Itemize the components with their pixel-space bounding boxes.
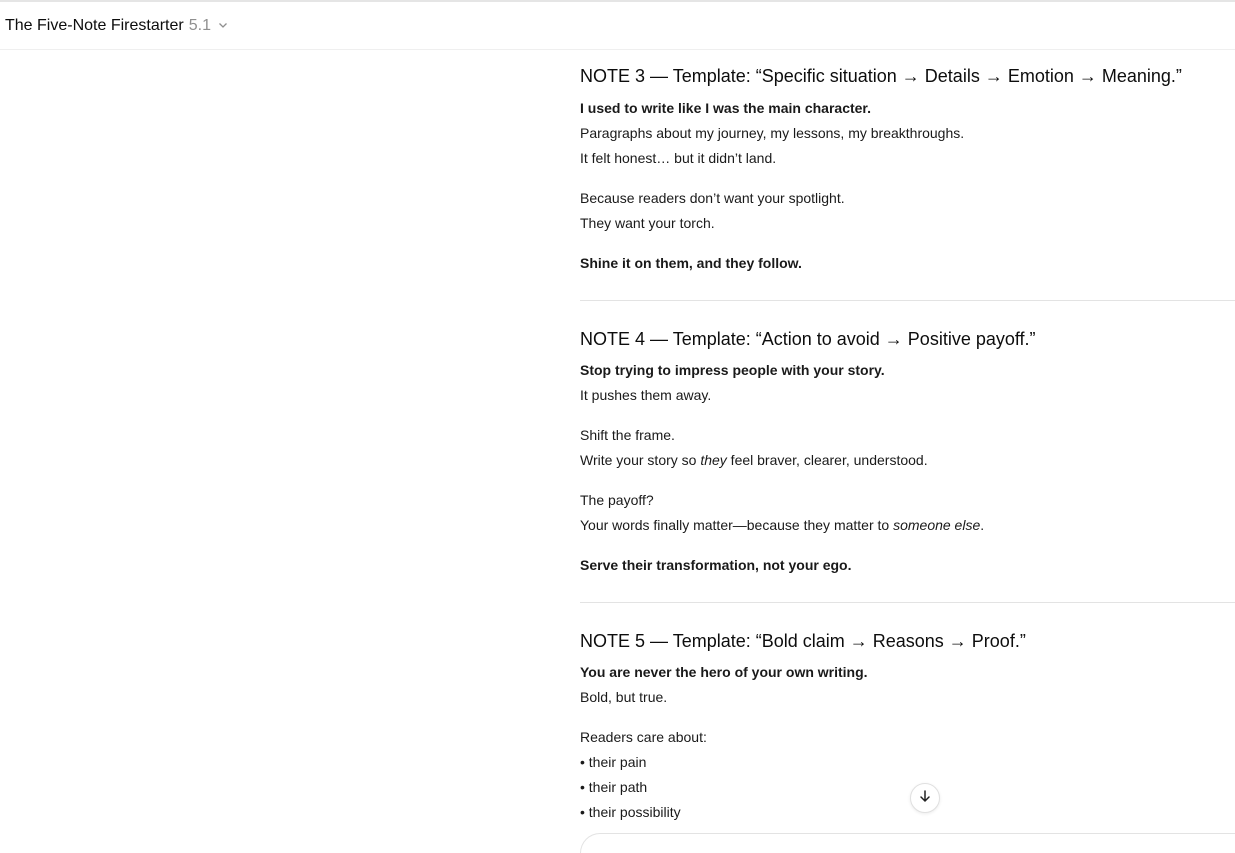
note-3-line: Because readers don’t want your spotlight. <box>580 190 845 206</box>
note-4-line: It pushes them away. <box>580 387 712 403</box>
note-3-line: It felt honest… but it didn’t land. <box>580 150 777 166</box>
note-5-line: Readers care about: <box>580 729 707 745</box>
note-3-heading: NOTE 3 — Template: “Specific situation → Details → Emotion → Meaning.” <box>580 66 1182 86</box>
text-run: . <box>980 517 985 533</box>
note-4-line <box>580 513 1235 538</box>
note-4-line: Shift the frame. <box>580 427 675 443</box>
note-3-line: Shine it on them, and they follow. <box>580 255 802 271</box>
emphasis: someone else <box>893 517 981 533</box>
note-4-line: The payoff? <box>580 492 654 508</box>
note-5-line: Bold, but true. <box>580 689 668 705</box>
list-item: • their path <box>580 779 648 795</box>
scroll-to-bottom-button[interactable] <box>910 783 940 813</box>
text-run: Your words finally matter—because they matter to <box>580 517 894 533</box>
list-item: • their possibility <box>580 804 681 820</box>
model-version: 5.1 <box>188 16 211 34</box>
composer-edge <box>580 833 1235 853</box>
note-4-line: Serve their transformation, not your ego. <box>580 557 852 573</box>
text-run: Write your story so <box>580 452 701 468</box>
chevron-down-icon <box>218 17 228 35</box>
message-content <box>580 50 1235 825</box>
text-run: feel braver, clearer, understood. <box>726 452 928 468</box>
note-4-heading: NOTE 4 — Template: “Action to avoid → Positive payoff.” <box>580 329 1036 349</box>
chat-header <box>0 2 1235 50</box>
note-3-line: They want your torch. <box>580 215 715 231</box>
note-3-line: I used to write like I was the main character. <box>580 100 871 116</box>
arrow-down-icon <box>918 789 932 808</box>
note-4-line <box>580 448 1235 473</box>
emphasis: they <box>700 452 727 468</box>
model-title: The Five-Note Firestarter <box>5 16 184 34</box>
list-item: • their pain <box>580 754 647 770</box>
model-selector-button[interactable] <box>5 17 228 35</box>
note-3-line: Paragraphs about my journey, my lessons, my breakthroughs. <box>580 125 965 141</box>
note-4-line: Stop trying to impress people with your story. <box>580 362 885 378</box>
note-5-line: You are never the hero of your own writing. <box>580 664 868 680</box>
note-5-heading: NOTE 5 — Template: “Bold claim → Reasons → Proof.” <box>580 631 1026 651</box>
